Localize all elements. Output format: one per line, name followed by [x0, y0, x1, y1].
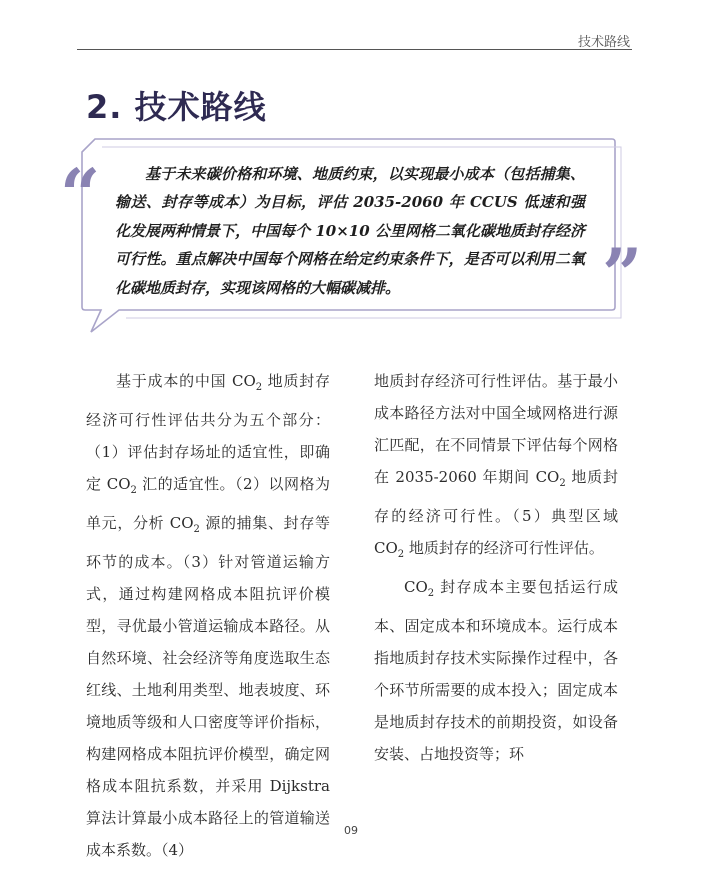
close-quote-icon: ” — [602, 233, 643, 316]
section-title: 2. 技术路线 — [86, 88, 267, 126]
page-number: 09 — [344, 824, 358, 837]
header-rule — [77, 49, 632, 50]
body-column-left — [86, 365, 330, 866]
body-column-right — [374, 365, 618, 770]
running-header: 技术路线 — [577, 35, 630, 50]
body-paragraph-1: 基于成本的中国 $CO_2$ 地质封存经济可行性评估共分为五个部分：（1）评估封存场址的适宜性，即确定 $CO_2$ 汇的适宜性。（2）以网格为单元，分析 $CO_2$ 源的捕集、封存等环节的成本。（3）针对管道运输方式，通过构建网格成本阻抗评价模型，寻优最小管道运输成本路径。从自然环境、社会经济等角度选取生态红线、土地利用类型、地表坡度、环境地质等级和人口密度等评价指标，构建网格成本阻抗评价模型，确定网格成本阻抗系数，并采用 Dijkstra 算法计算最小成本路径上的管道输送成本系数。（4） — [86, 372, 330, 859]
body-paragraph-1-cont: 地质封存经济可行性评估。基于最小成本路径方法对中国全域网格进行源汇匹配，在不同情景下评估每个网格在 2035-2060 年期间 $CO_2$ 地质封存的经济可行性。（5）典型区域 $CO_2$ 地质封存的经济可行性评估。 — [374, 372, 618, 560]
open-quote-icon: “ — [60, 153, 101, 236]
quote-text: 基于未来碳价格和环境、地质约束，以实现最小成本（包括捕集、输送、封存等成本）为目标，评估 2035-2060 年 CCUS 低速和强化发展两种情景下，中国每个 10×10 公里网格二氧化碳地质封存经济可行性。重点解决中国每个网格在给定约束条件下，是否可以利用二氧化碳地质封存，实现该网格的大幅碳减排。 — [115, 165, 585, 297]
body-paragraph-2: $CO_2$ 封存成本主要包括运行成本、固定成本和环境成本。运行成本指地质封存技术实际操作过程中，各个环节所需要的成本投入；固定成本是地质封存技术的前期投资，如设备安装、占地投资等；环 — [374, 578, 618, 763]
